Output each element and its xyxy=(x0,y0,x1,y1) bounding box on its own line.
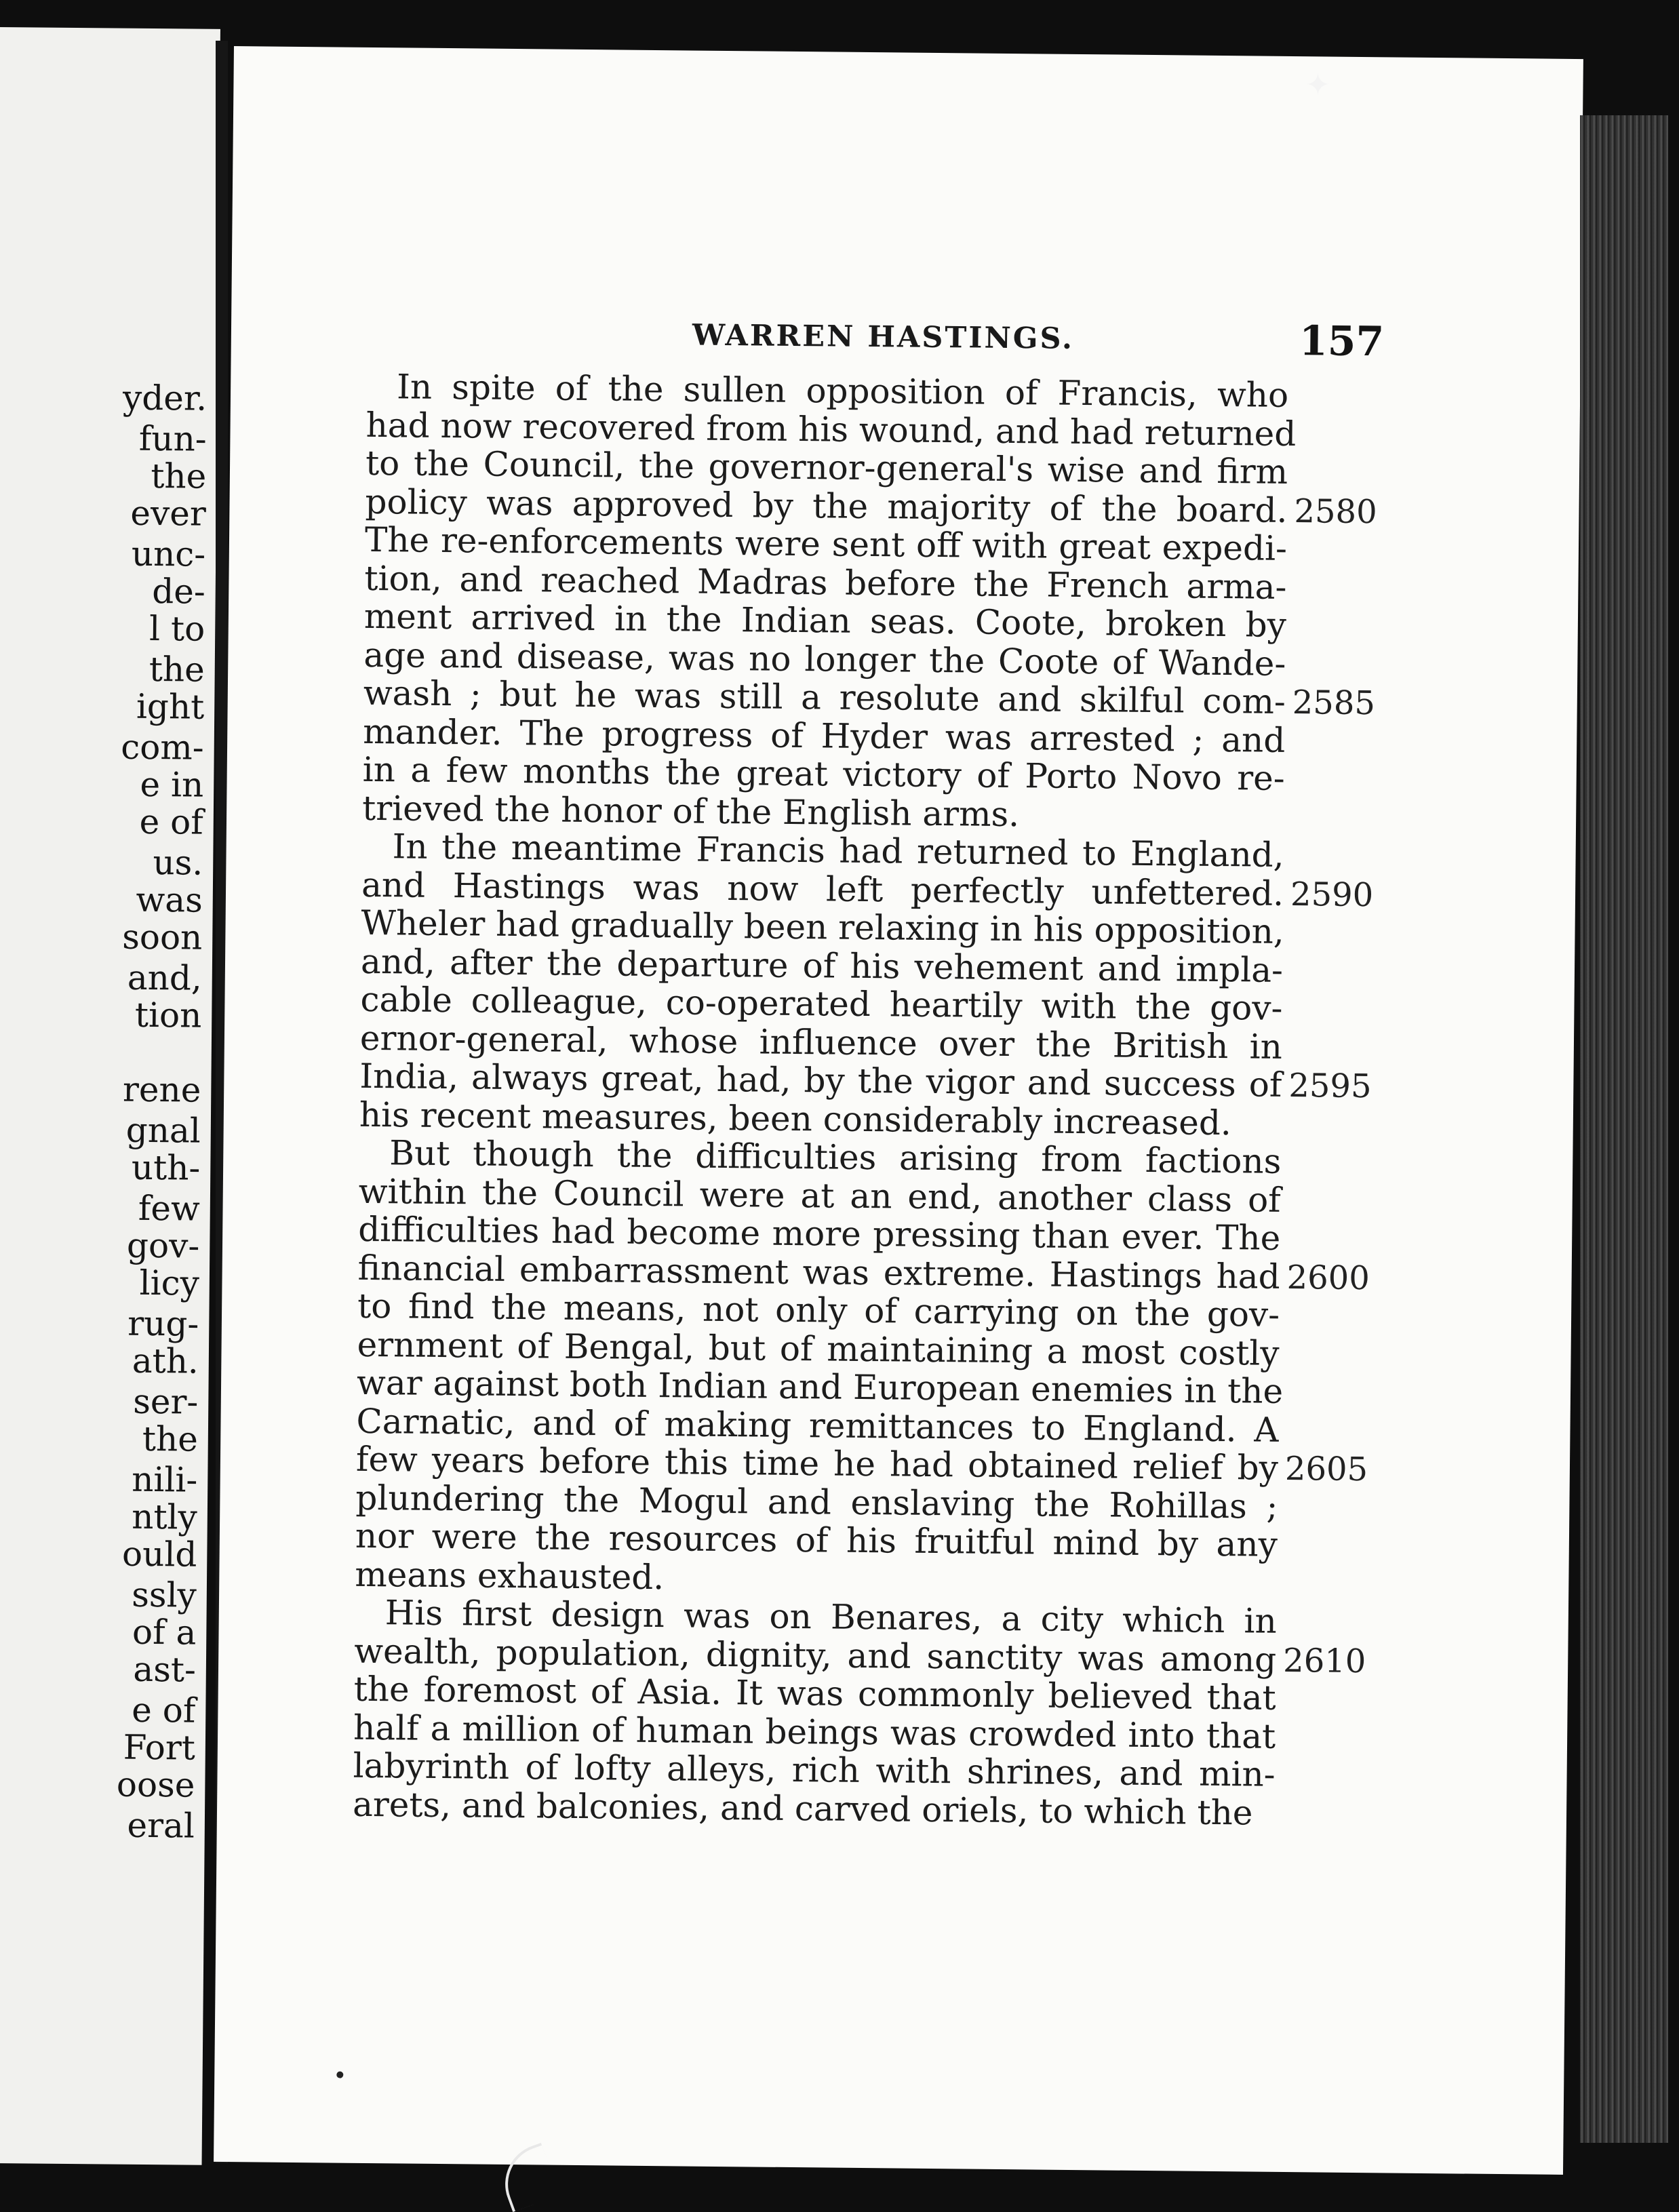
left-page-fragment: Fort xyxy=(123,1727,196,1768)
page-stack-edge xyxy=(1580,115,1668,2143)
left-page-fragment: e of xyxy=(132,1690,196,1731)
left-page-fragment: yder. xyxy=(122,378,208,418)
left-page-fragment: us. xyxy=(153,843,203,883)
text-line: cable colleague, co-operated heartily with the gov- xyxy=(360,979,1283,1028)
left-page-fragment: the xyxy=(151,456,207,496)
text-line: His first design was on Benares, a city which in xyxy=(384,1593,1278,1641)
text-line: labyrinth of lofty alleys, rich with shrines, and min- xyxy=(353,1745,1276,1794)
text-line: few years before this time he had obtained relief by xyxy=(355,1439,1279,1488)
text-line: to find the means, not only of carrying on the gov- xyxy=(357,1286,1280,1335)
text-line: within the Council were at an end, another class of xyxy=(358,1171,1282,1220)
line-number: 2590 xyxy=(1290,875,1374,914)
text-line: the foremost of Asia. It was commonly believed that xyxy=(353,1669,1276,1718)
text-line: difficulties had become more pressing than ever. The xyxy=(357,1209,1281,1258)
left-page-fragment: nili- xyxy=(131,1459,198,1500)
left-page-fragment: ntly xyxy=(132,1497,198,1537)
text-line: plundering the Mogul and enslaving the Rohillas ; xyxy=(355,1478,1278,1526)
text-line: mander. The progress of Hyder was arrested ; and xyxy=(363,711,1286,760)
left-page-fragment: e of xyxy=(139,802,204,842)
text-line: had now recovered from his wound, and had returned xyxy=(366,405,1297,454)
left-page-fragment: and, xyxy=(127,957,203,998)
text-line: ment arrived in the Indian seas. Coote, broken by xyxy=(363,596,1287,645)
left-page-fragment: de- xyxy=(151,571,205,612)
left-page-fragment: com- xyxy=(121,727,204,768)
left-page-fragment: ight xyxy=(136,686,205,727)
text-line: in a few months the great victory of Porto Novo re- xyxy=(362,749,1285,798)
text-line: Wheler had gradually been relaxing in his opposition, xyxy=(361,903,1285,951)
left-page-fragment: few xyxy=(138,1188,201,1229)
text-line: trieved the honor of the English arms. xyxy=(361,788,1020,834)
line-number: 2600 xyxy=(1286,1258,1370,1297)
text-line: and Hastings was now left perfectly unfettered. xyxy=(361,865,1284,913)
left-page-fragment: fun- xyxy=(138,418,207,459)
text-line: tion, and reached Madras before the French arma- xyxy=(364,558,1287,607)
left-page-fragment: uth- xyxy=(131,1147,201,1188)
text-line: But though the difficulties arising from factions xyxy=(389,1133,1282,1181)
text-line: wash ; but he was still a resolute and skilful com- xyxy=(363,673,1286,722)
text-line: to the Council, the governor-general's wise and firm xyxy=(365,443,1288,492)
left-page-fragment: unc- xyxy=(131,534,206,574)
left-page-fragments xyxy=(0,27,220,1846)
left-page-fragment: ath. xyxy=(132,1341,199,1381)
left-page-fragment: ssly xyxy=(132,1575,197,1615)
left-page-fragment: ast- xyxy=(133,1649,197,1690)
corner-mark: ✦ xyxy=(1305,68,1330,102)
text-line: India, always great, had, by the vigor and success of xyxy=(359,1056,1282,1105)
left-page-fragment: was xyxy=(136,880,203,920)
line-number: 2610 xyxy=(1282,1641,1366,1680)
text-line: arets, and balconies, and carved oriels, to which the xyxy=(352,1784,1253,1833)
text-line: means exhausted. xyxy=(355,1554,665,1597)
left-page-fragment: ould xyxy=(121,1534,197,1575)
text-line: financial embarrassment was extreme. Hastings had xyxy=(357,1248,1280,1297)
left-page-fragment: licy xyxy=(139,1263,200,1303)
text-line: half a million of human beings was crowded into that xyxy=(353,1707,1276,1756)
text-line: and, after the departure of his vehement and impla- xyxy=(360,941,1284,990)
left-page-fragment: soon xyxy=(121,917,203,957)
text-line: wealth, population, dignity, and sanctity was among xyxy=(354,1631,1277,1680)
running-head: WARREN HASTINGS. xyxy=(692,318,1075,356)
text-line: policy was approved by the majority of the board. xyxy=(365,481,1288,530)
text-line: Carnatic, and of making remittances to England. A xyxy=(356,1401,1279,1450)
line-number: 2580 xyxy=(1294,492,1377,531)
text-line: war against both Indian and European enemies in the xyxy=(356,1362,1284,1411)
text-line: age and disease, was no longer the Coote of Wande- xyxy=(363,635,1286,684)
line-number: 2585 xyxy=(1292,684,1376,723)
left-page-fragment: ever xyxy=(130,493,207,534)
text-line: ernor-general, whose influence over the British in xyxy=(359,1018,1283,1067)
left-page-fragment: l to xyxy=(149,608,205,649)
line-number: 2595 xyxy=(1288,1067,1372,1106)
left-page-fragment: the xyxy=(142,1419,199,1459)
left-page-fragment: tion xyxy=(134,995,202,1035)
text-line: The re-enforcements were sent off with great expedi- xyxy=(364,519,1288,568)
line-number: 2605 xyxy=(1284,1449,1368,1489)
page-number: 157 xyxy=(1299,317,1385,366)
text-line: nor were the resources of his fruitful mind by any xyxy=(355,1516,1278,1564)
left-page-fragment: the xyxy=(149,649,205,690)
left-page-fragment: ser- xyxy=(133,1381,199,1422)
left-page-fragment: of a xyxy=(132,1612,197,1653)
left-page-fragment: eral xyxy=(127,1805,195,1846)
left-facing-page xyxy=(0,27,220,2165)
left-page-fragment: oose xyxy=(116,1764,195,1805)
ink-speck xyxy=(336,2072,343,2078)
text-line: ernment of Bengal, but of maintaining a most costly xyxy=(357,1324,1280,1373)
left-page-fragment: rug- xyxy=(127,1303,199,1344)
book-page xyxy=(214,46,1583,2175)
text-line: In the meantime Francis had returned to England, xyxy=(392,827,1284,875)
text-line: In spite of the sullen opposition of Francis, who xyxy=(396,367,1289,415)
text-line: his recent measures, been considerably increased. xyxy=(359,1094,1232,1143)
left-page-fragment: gov- xyxy=(126,1225,200,1266)
left-page-fragment: gnal xyxy=(125,1110,201,1151)
left-page-fragment: e in xyxy=(140,764,204,805)
left-page-fragment: rene xyxy=(122,1069,201,1110)
